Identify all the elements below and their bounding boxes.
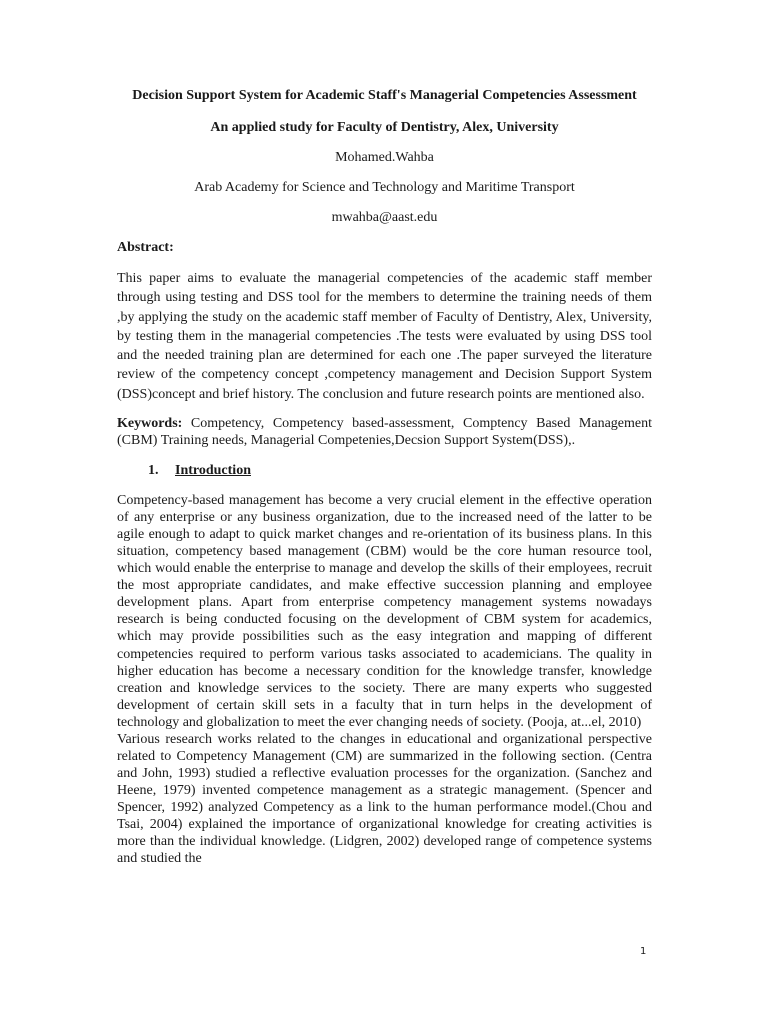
intro-paragraph-1: Competency-based management has become a very crucial element in the effective operation of any enterprise or any business organization, due to the increased need of the latter to be agile enough to adapt to quick market changes and re-orientation of its business plans. In this situation, competency based management (CBM) would be the core human resource tool, which would enable the enterprise to manage and develop the skills of their employees, recruit the most appropriate candidates, and make effective succession planning and employee development plans. Apart from enterprise competency management systems nowadays research is being conducted focusing on the development of CBM system for academics, which may provide possibilities such as the easy integration and mapping of different competencies required to perform various tasks associated to academicians. The quality in higher education has become a necessary condition for the knowledge transfer, knowledge creation and knowledge services to the society. There are many experts who suggested development of certain skill sets in a faculty that in turn helps in the development of technology and globalization to meet the ever changing needs of society. (Pooja, at...el, 2010)	[117, 493, 652, 730]
author-affiliation: Arab Academy for Science and Technology and Maritime Transport	[194, 180, 575, 195]
keywords	[117, 416, 652, 449]
abstract-heading: Abstract:	[117, 240, 174, 255]
intro-paragraph-2: Various research works related to the changes in educational and organizational perspective related to Competency Management (CM) are summarized in the following section. (Centra and John, 1993) studied a reflective evaluation processes for the organization. (Sanchez and Heene, 1979) invented competence management as a strategic management. (Spencer and Spencer, 1992) analyzed Competency as a link to the human performance model.(Chou and Tsai, 2004) explained the importance of organizational knowledge for creating activities is more than the individual knowledge. (Lidgren, 2002) developed range of competence systems and studied the	[117, 731, 652, 867]
paper-subtitle: An applied study for Faculty of Dentistry, Alex, University	[210, 120, 559, 135]
section-title: Introduction	[175, 463, 251, 479]
page-content	[117, 86, 652, 867]
page-number: 1	[640, 946, 647, 957]
section-number: 1.	[148, 463, 159, 479]
paper-title: Decision Support System for Academic Staff's Managerial Competencies Assessment	[132, 88, 637, 103]
abstract-text: This paper aims to evaluate the managerial competencies of the academic staff member through using testing and DSS tool for the members to determine the training needs of them ,by applying the study on the academic staff member of Faculty of Dentistry, Alex, University, by testing them in the managerial competencies .The tests were evaluated by using DSS tool and the needed training plan are determined for each one .The paper surveyed the literature review of the competency concept ,competency management and Decision Support System (DSS)concept and brief history. The conclusion and future research points are mentioned also.	[117, 271, 652, 402]
author-email: mwahba@aast.edu	[331, 210, 438, 225]
keywords-text: Competency, Competency based-assessment, Comptency Based Management (CBM) Training needs, Managerial Competenies,Decsion Support System(DSS),.	[117, 416, 652, 448]
keywords-label: Keywords:	[117, 416, 183, 432]
author-name: Mohamed.Wahba	[335, 150, 434, 165]
section-heading-introduction	[148, 461, 652, 480]
